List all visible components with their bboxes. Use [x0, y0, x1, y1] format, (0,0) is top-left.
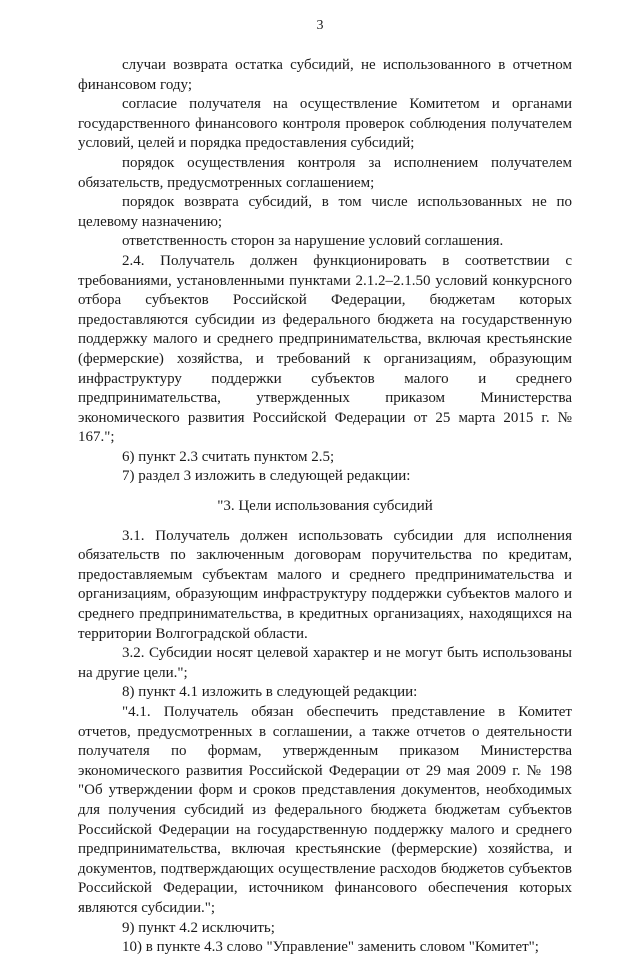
page-number: 3 — [316, 18, 324, 33]
paragraph: случаи возврата остатка субсидий, не использованного в отчетном финансовом году; — [78, 57, 572, 93]
paragraph: 3.1. Получатель должен использовать субсидии для исполнения обязательств по заключенным договорам поручительства по кредитам, предоставляемым субъектам малого и среднего предпринимательства и организациям, образующим инфраструктуру поддержки субъектов малого и среднего предпринимательства, в кредитных организациях, находящихся на территории Волгоградской области. — [78, 527, 572, 642]
paragraph: 3.2. Субсидии носят целевой характер и не могут быть использованы на другие цели."; — [78, 645, 572, 681]
paragraph: 10) в пункте 4.3 слово "Управление" заменить словом "Комитет"; — [122, 939, 539, 956]
paragraph: 7) раздел 3 изложить в следующей редакции: — [122, 468, 411, 485]
section-heading: "3. Цели использования субсидий — [217, 498, 433, 515]
paragraph: согласие получателя на осуществление Комитетом и органами государственного финансового контроля проверок соблюдения получателем условий, целей и порядка предоставления субсидий; — [78, 96, 572, 152]
paragraph: порядок осуществления контроля за исполнением получателем обязательств, предусмотренных соглашением; — [78, 154, 572, 191]
paragraph: 6) пункт 2.3 считать пунктом 2.5; — [122, 448, 335, 465]
paragraph: 8) пункт 4.1 изложить в следующей редакции: — [122, 684, 418, 701]
paragraph: 2.4. Получатель должен функционировать в соответствии с требованиями, установленными пунктами 2.1.2–2.1.50 условий конкурсного отбора субъектов Российской Федерации, бюджетам которых предоставляются субсидии из федерального бюджета на государственную поддержку малого и среднего предпринимательства, включая крестьянские (фермерские) хозяйства, и требований к организациям, образующим инфраструктуру поддержки субъектов малого и среднего предпринимательства, утвержденных приказом Министерства экономического развития Российской Федерации от 25 марта 2015 г. № 167."; — [78, 252, 572, 446]
paragraph: ответственность сторон за нарушение условий соглашения. — [122, 233, 504, 250]
paragraph: 9) пункт 4.2 исключить; — [122, 919, 275, 936]
paragraph: порядок возврата субсидий, в том числе использованных не по целевому назначению; — [78, 194, 572, 230]
paragraph: "4.1. Получатель обязан обеспечить представление в Комитет отчетов, предусмотренных в соглашении, а также отчетов о деятельности получателя по формам, утвержденным приказом Министерства экономического развития Российской Федерации от 29 мая 2009 г. № 198 "Об утверждении форм и сроков представления документов, необходимых для получения субсидий из федерального бюджета бюджетам субъектов Российской Федерации на государственную поддержку малого и среднего предпринимательства, включая крестьянские (фермерские) хозяйства, и документов, подтверждающих осуществление расходов бюджетов субъектов Российской Федерации, источником финансового обеспечения которых являются субсидии."; — [78, 704, 572, 916]
document-body — [78, 56, 572, 958]
